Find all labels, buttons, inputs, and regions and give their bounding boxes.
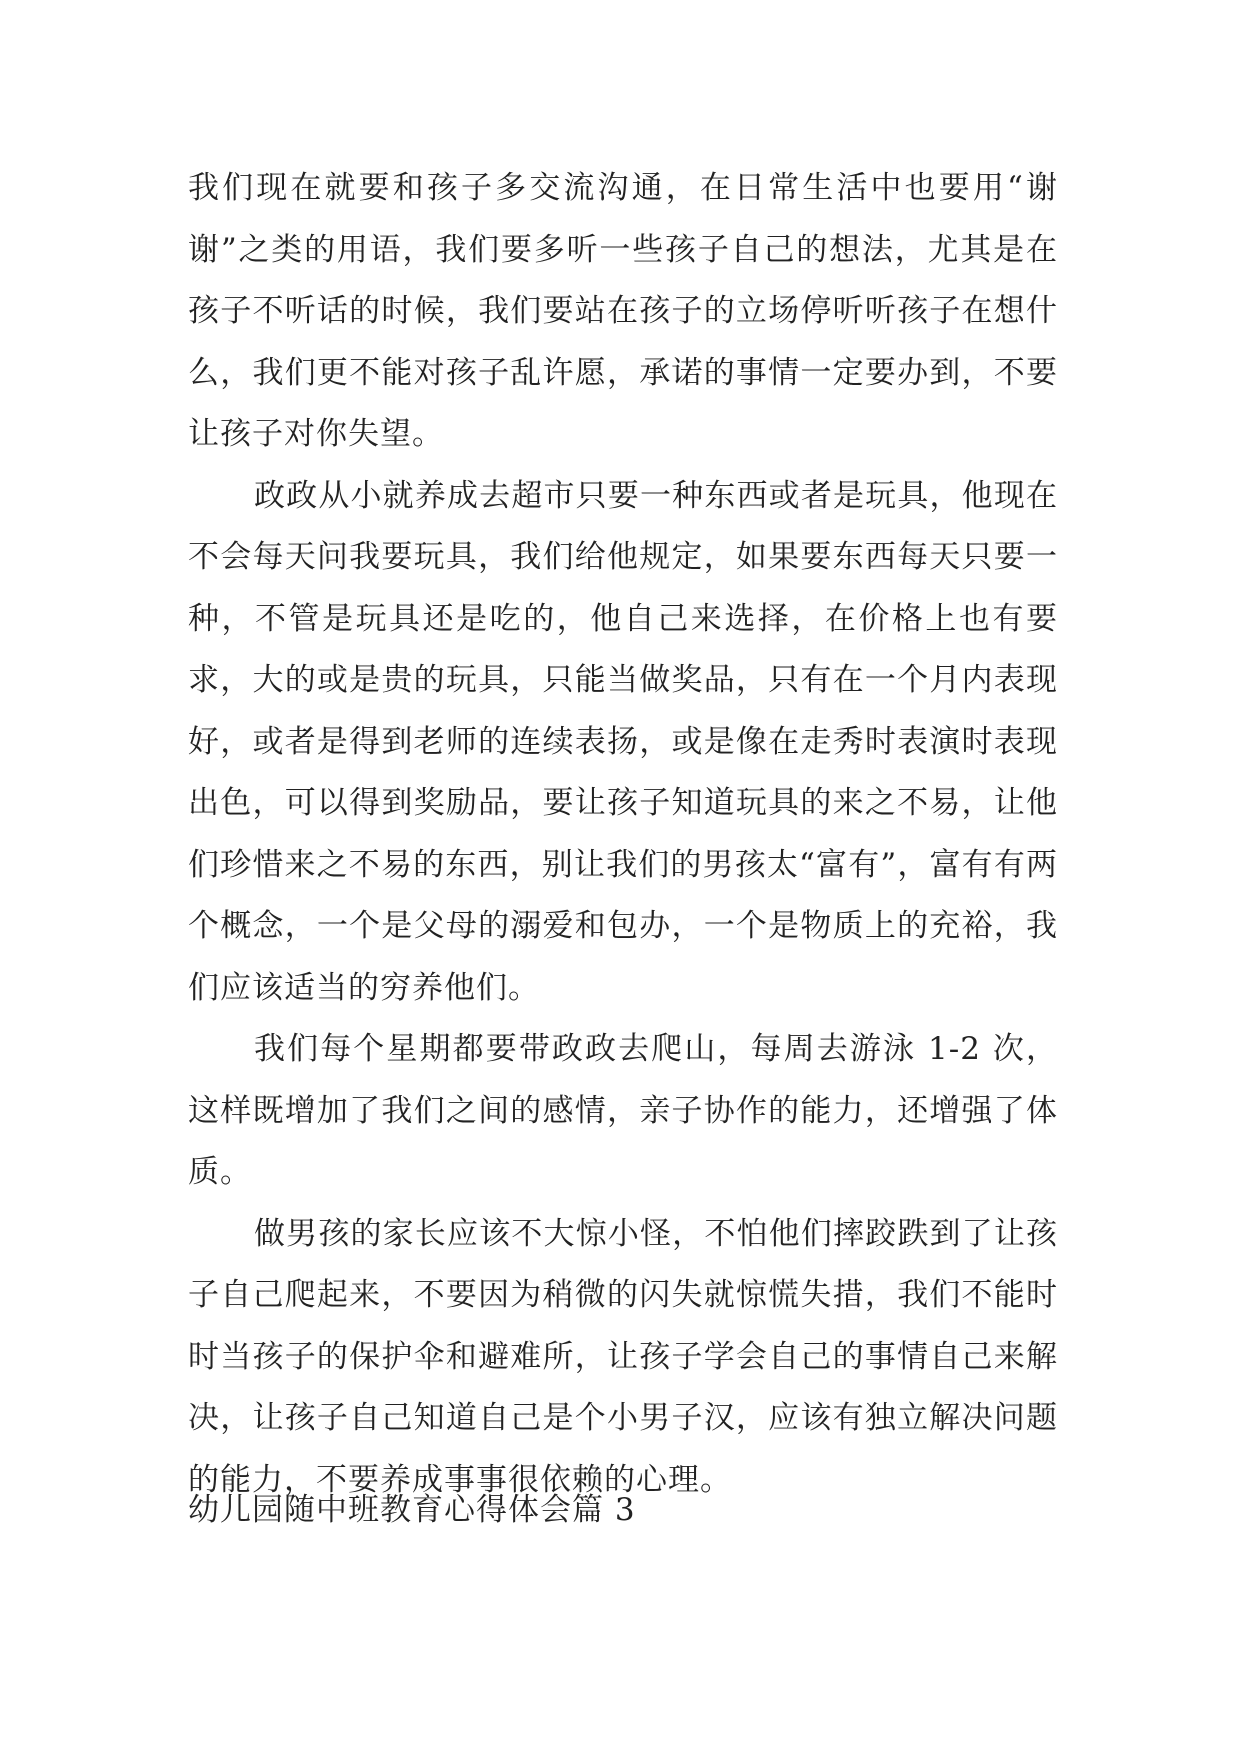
paragraph: 做男孩的家长应该不大惊小怪，不怕他们摔跤跌到了让孩子自己爬起来，不要因为稍微的闪失就惊慌失措，我们不能时时当孩子的保护伞和避难所，让孩子学会自己的事情自己来解决，让孩子自己知道自己是个小男子汉，应该有独立解决问题的能力，不要养成事事很依赖的心理。: [188, 1215, 1058, 1498]
paragraph: 我们每个星期都要带政政去爬山，每周去游泳 1-2 次，这样既增加了我们之间的感情，亲子协作的能力，还增强了体质。: [188, 1031, 1058, 1190]
section-heading: 幼儿园随中班教育心得体会篇 3: [188, 1492, 636, 1528]
paragraph: 我们现在就要和孩子多交流沟通，在日常生活中也要用“谢谢”之类的用语，我们要多听一些孩子自己的想法，尤其是在孩子不听话的时候，我们要站在孩子的立场停听听孩子在想什么，我们更不能对孩子乱许愿，承诺的事情一定要办到，不要让孩子对你失望。: [188, 170, 1058, 452]
document-body: [188, 158, 1058, 1511]
paragraph: 政政从小就养成去超市只要一种东西或者是玩具，他现在不会每天问我要玩具，我们给他规定，如果要东西每天只要一种，不管是玩具还是吃的，他自己来选择，在价格上也有要求，大的或是贵的玩具，只能当做奖品，只有在一个月内表现好，或者是得到老师的连续表扬，或是像在走秀时表演时表现出色，可以得到奖励品，要让孩子知道玩具的来之不易，让他们珍惜来之不易的东西，别让我们的男孩太“富有”，富有有两个概念，一个是父母的溺爱和包办，一个是物质上的充裕，我们应该适当的穷养他们。: [188, 477, 1058, 1006]
